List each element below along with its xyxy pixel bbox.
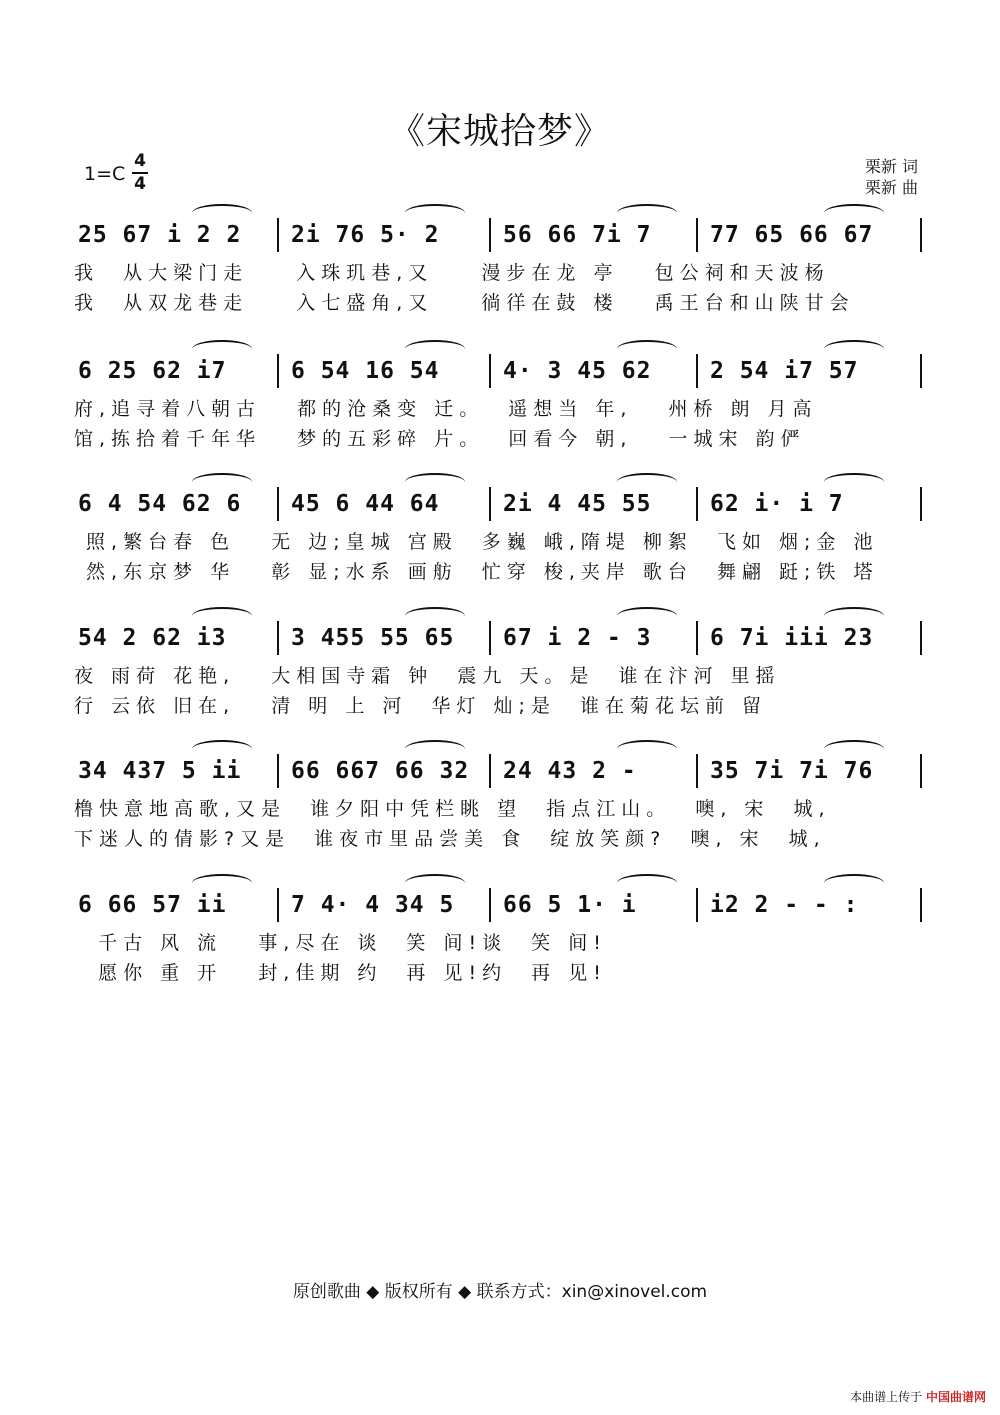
lyrics-verse-2: 行 云依 旧在, 清 明 上 河 华灯 灿;是 谁在菊花坛前 留 bbox=[74, 695, 767, 717]
measure: 2i 76 5· 2 bbox=[291, 222, 440, 248]
barline bbox=[277, 754, 279, 788]
lyrics-verse-2: 然,东京梦 华 彰 显;水系 画舫 忙穿 梭,夹岸 歌台 舞翩 跹;铁 塔 bbox=[74, 561, 879, 583]
lyrics-verse-1: 照,繁台春 色 无 边;皇城 宫殿 多巍 峨,隋堤 柳絮 飞如 烟;金 池 bbox=[74, 531, 879, 553]
barline bbox=[696, 888, 698, 922]
barline bbox=[696, 218, 698, 252]
notes-line bbox=[72, 222, 928, 258]
barline bbox=[696, 754, 698, 788]
slur-mark bbox=[824, 607, 884, 625]
measure: 35 7i 7i 76 bbox=[710, 758, 874, 784]
barline bbox=[489, 487, 491, 521]
barline bbox=[277, 621, 279, 655]
measure: 67 i 2 - 3 bbox=[503, 625, 652, 651]
measure: 54 2 62 i3 bbox=[78, 625, 227, 651]
barline bbox=[696, 621, 698, 655]
notes-line bbox=[72, 758, 928, 794]
measure: 4· 3 45 62 bbox=[503, 358, 652, 384]
measure: i2 2 - - : bbox=[710, 892, 859, 918]
slur-mark bbox=[192, 607, 252, 625]
barline bbox=[277, 888, 279, 922]
measure: 6 4 54 62 6 bbox=[78, 491, 242, 517]
slur-mark bbox=[405, 740, 465, 758]
measure: 3 455 55 65 bbox=[291, 625, 455, 651]
slur-mark bbox=[617, 204, 677, 222]
slur-mark bbox=[405, 874, 465, 892]
measure: 66 5 1· i bbox=[503, 892, 637, 918]
composer-credit: 栗新 曲 bbox=[864, 178, 918, 197]
measure: 2 54 i7 57 bbox=[710, 358, 859, 384]
measure: 34 437 5 ii bbox=[78, 758, 242, 784]
measure: 7 4· 4 34 5 bbox=[291, 892, 455, 918]
score-system bbox=[72, 892, 928, 988]
lyrics-verse-2: 馆,拣拾着千年华 梦的五彩碎 片。 回看今 朝, 一城宋 韵俨 bbox=[74, 428, 806, 450]
slur-mark bbox=[617, 473, 677, 491]
barline bbox=[489, 754, 491, 788]
barline bbox=[696, 354, 698, 388]
score-system bbox=[72, 491, 928, 587]
measure: 25 67 i 2 2 bbox=[78, 222, 242, 248]
notes-line bbox=[72, 491, 928, 527]
footer-copyright: 原创歌曲 ◆ 版权所有 ◆ 联系方式：xin@xinovel.com bbox=[292, 1282, 708, 1302]
lyrics-verse-1: 夜 雨荷 花艳, 大相国寺霜 钟 震九 天。是 谁在汴河 里摇 bbox=[74, 665, 781, 687]
slur-mark bbox=[192, 340, 252, 358]
measure: 24 43 2 - bbox=[503, 758, 637, 784]
barline bbox=[920, 754, 922, 788]
slur-mark bbox=[405, 340, 465, 358]
slur-mark bbox=[192, 740, 252, 758]
slur-mark bbox=[824, 874, 884, 892]
upload-prefix: 本曲谱上传于 bbox=[850, 1390, 923, 1404]
slur-mark bbox=[192, 473, 252, 491]
measure: 6 25 62 i7 bbox=[78, 358, 227, 384]
slur-mark bbox=[192, 204, 252, 222]
barline bbox=[277, 354, 279, 388]
time-sig-bottom: 4 bbox=[134, 174, 146, 194]
site-logo: 中国曲谱网 bbox=[925, 1390, 986, 1404]
score-title: 《宋城拾梦》 bbox=[388, 111, 611, 152]
barline bbox=[277, 487, 279, 521]
lyricist-credit: 栗新 词 bbox=[864, 157, 918, 176]
key-signature: 1=C bbox=[84, 163, 126, 185]
measure: 6 7i iii 23 bbox=[710, 625, 874, 651]
barline bbox=[489, 354, 491, 388]
slur-mark bbox=[192, 874, 252, 892]
measure: 6 54 16 54 bbox=[291, 358, 440, 384]
lyrics-verse-2: 我 从双龙巷走 入七盛角,又 徜徉在鼓 楼 禹王台和山陕甘会 bbox=[74, 292, 855, 314]
notes-line bbox=[72, 358, 928, 394]
barline bbox=[696, 487, 698, 521]
lyrics-verse-1: 我 从大梁门走 入珠玑巷,又 漫步在龙 亭 包公祠和天波杨 bbox=[74, 262, 830, 284]
barline bbox=[489, 621, 491, 655]
slur-mark bbox=[617, 340, 677, 358]
slur-mark bbox=[405, 204, 465, 222]
lyrics-verse-2: 下迷人的倩影?又是 谁夜市里品尝美 食 绽放笑颜? 噢, 宋 城, bbox=[74, 828, 826, 850]
measure: 45 6 44 64 bbox=[291, 491, 440, 517]
notes-line bbox=[72, 625, 928, 661]
slur-mark bbox=[617, 607, 677, 625]
credits bbox=[865, 156, 918, 198]
lyrics-verse-1: 府,追寻着八朝古 都的沧桑变 迁。 遥想当 年, 州桥 朗 月高 bbox=[74, 398, 818, 420]
slur-mark bbox=[824, 473, 884, 491]
barline bbox=[920, 487, 922, 521]
slur-mark bbox=[617, 740, 677, 758]
slur-mark bbox=[824, 340, 884, 358]
measure: 2i 4 45 55 bbox=[503, 491, 652, 517]
upload-note bbox=[850, 1388, 986, 1405]
measure: 77 65 66 67 bbox=[710, 222, 874, 248]
slur-mark bbox=[405, 473, 465, 491]
slur-mark bbox=[824, 204, 884, 222]
score-system bbox=[72, 358, 928, 454]
score-system bbox=[72, 625, 928, 721]
barline bbox=[277, 218, 279, 252]
slur-mark bbox=[405, 607, 465, 625]
score-system bbox=[72, 222, 928, 318]
slur-mark bbox=[617, 874, 677, 892]
barline bbox=[920, 621, 922, 655]
measure: 66 667 66 32 bbox=[291, 758, 470, 784]
barline bbox=[920, 888, 922, 922]
lyrics-verse-2: 愿你 重 开 封,佳期 约 再 见!约 再 见! bbox=[74, 962, 607, 984]
time-signature bbox=[131, 152, 149, 194]
slur-mark bbox=[824, 740, 884, 758]
time-sig-top: 4 bbox=[134, 151, 146, 171]
lyrics-verse-1: 橹快意地高歌,又是 谁夕阳中凭栏眺 望 指点江山。 噢, 宋 城, bbox=[74, 798, 831, 820]
measure: 6 66 57 ii bbox=[78, 892, 227, 918]
notes-line bbox=[72, 892, 928, 928]
barline bbox=[920, 218, 922, 252]
barline bbox=[920, 354, 922, 388]
lyrics-verse-1: 千古 风 流 事,尽在 谈 笑 间!谈 笑 间! bbox=[74, 932, 607, 954]
barline bbox=[489, 218, 491, 252]
measure: 56 66 7i 7 bbox=[503, 222, 652, 248]
score-system bbox=[72, 758, 928, 854]
barline bbox=[489, 888, 491, 922]
measure: 62 i· i 7 bbox=[710, 491, 844, 517]
